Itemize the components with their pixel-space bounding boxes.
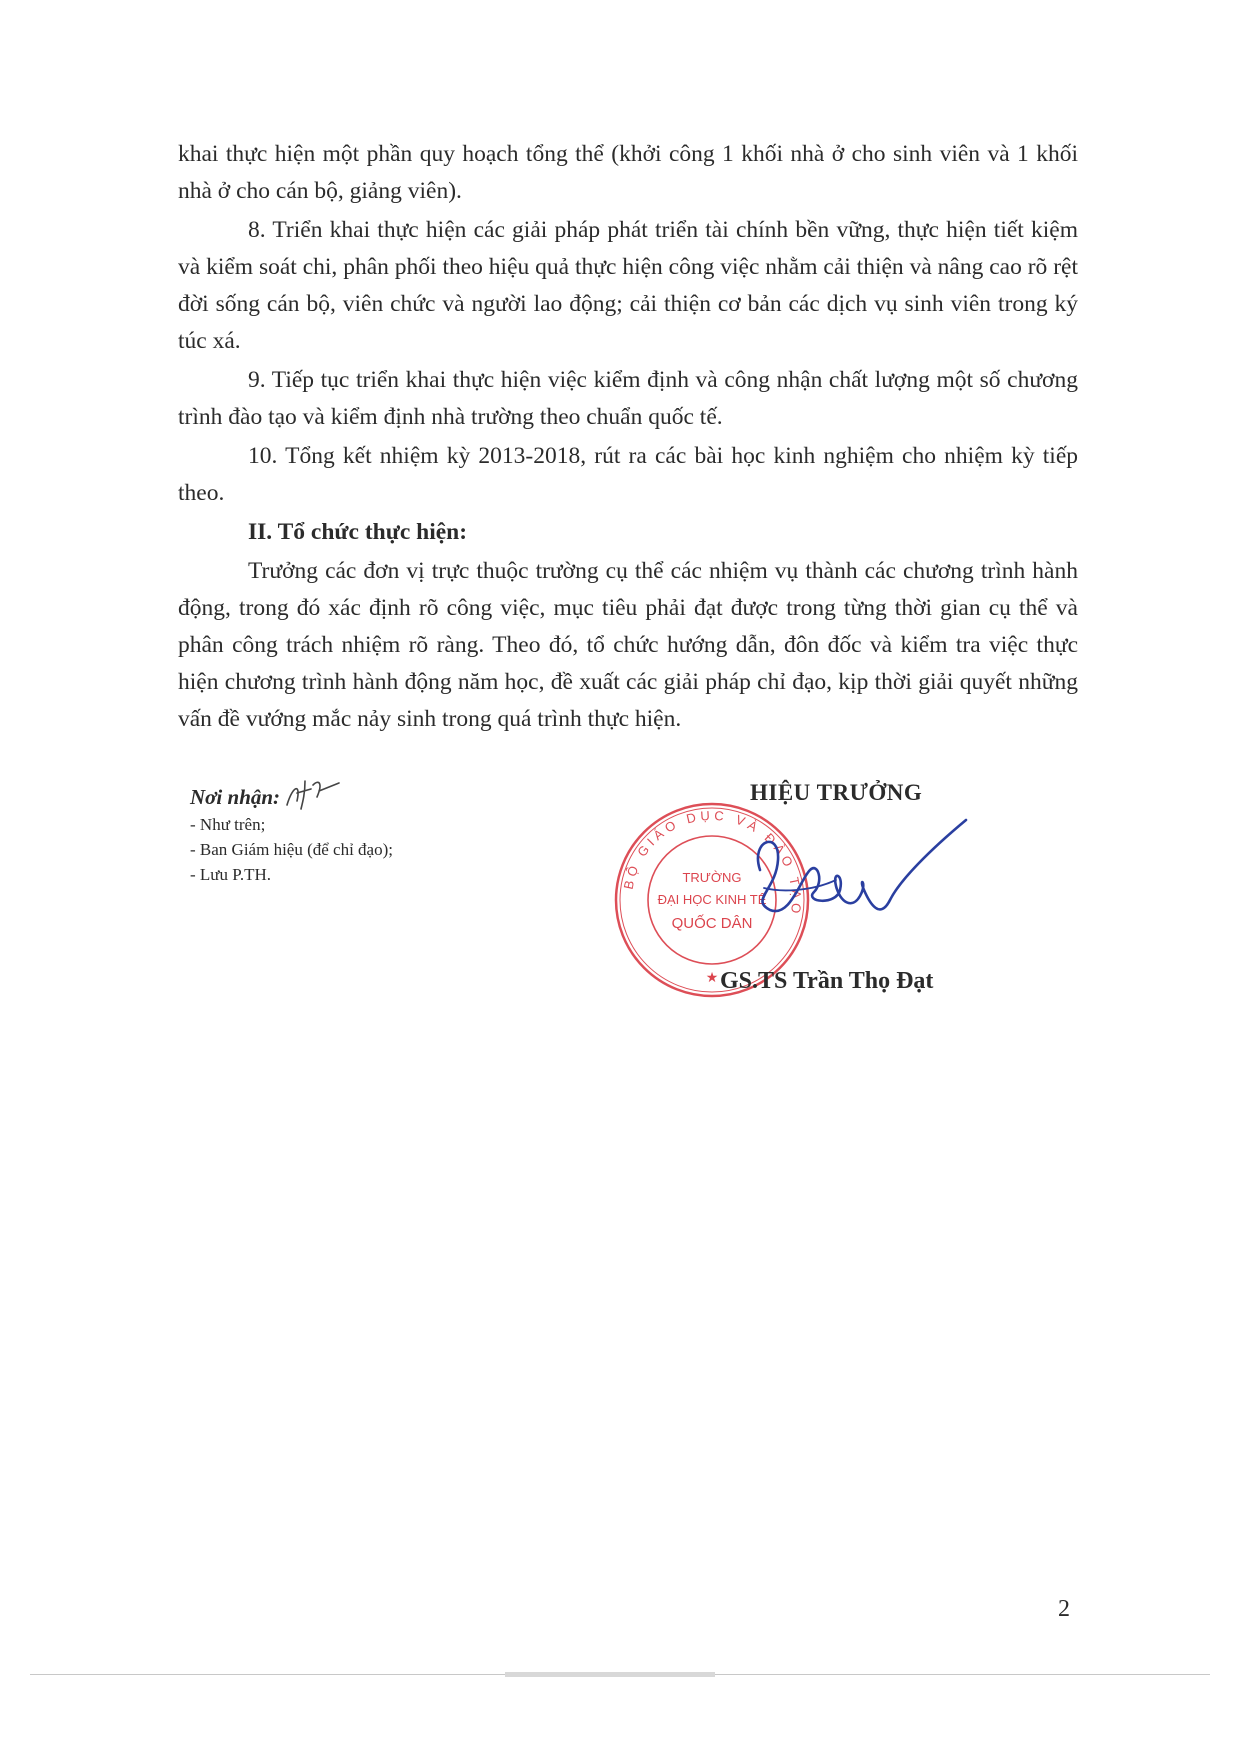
paragraph-item-10: 10. Tổng kết nhiệm kỳ 2013-2018, rút ra các bài học kinh nghiệm cho nhiệm kỳ tiếp theo. — [178, 443, 1078, 506]
recipients-title: Nơi nhận: — [190, 785, 281, 809]
paragraph-continued: khai thực hiện một phần quy hoạch tổng thể (khởi công 1 khối nhà ở cho sinh viên và 1 khối nhà ở cho cán bộ, giảng viên). — [178, 141, 1078, 204]
section-heading: II. Tổ chức thực hiện: — [248, 519, 468, 545]
page-bottom-tab — [505, 1672, 715, 1677]
svg-text:TRƯỜNG: TRƯỜNG — [682, 870, 742, 885]
handwritten-signature-icon — [740, 810, 980, 950]
svg-text:BỘ GIÁO DỤC VÀ ĐÀO TẠO: BỘ GIÁO DỤC VÀ ĐÀO TẠO — [620, 807, 805, 919]
signatory-title: HIỆU TRƯỞNG — [750, 780, 923, 805]
svg-text:ĐẠI HỌC KINH TẾ: ĐẠI HỌC KINH TẾ — [657, 892, 767, 907]
page-number: 2 — [1058, 1596, 1070, 1622]
paragraph-organization: Trưởng các đơn vị trực thuộc trường cụ thể các nhiệm vụ thành các chương trình hành động, trong đó xác định rõ công việc, mục tiêu phải đạt được trong từng thời gian cụ thể và phân công trách nhiệm rõ ràng. Theo đó, tổ chức hướng dẫn, đôn đốc và kiểm tra việc thực hiện chương trình hành động năm học, đề xuất các giải pháp chỉ đạo, kịp thời giải quyết những vấn đề vướng mắc nảy sinh trong quá trình thực hiện. — [178, 558, 1078, 732]
document-body — [178, 136, 1078, 740]
paragraph-item-8: 8. Triển khai thực hiện các giải pháp phát triển tài chính bền vững, thực hiện tiết kiệm và kiểm soát chi, phân phối theo hiệu quả thực hiện công việc nhằm cải thiện và nâng cao rõ rệt đời sống cán bộ, viên chức và người lao động; cải thiện cơ bản các dịch vụ sinh viên trong ký túc xá. — [178, 217, 1078, 354]
recipient-item: - Như trên; — [190, 815, 266, 834]
paragraph-item-9: 9. Tiếp tục triển khai thực hiện việc kiểm định và công nhận chất lượng một số chương trình đào tạo và kiểm định nhà trường theo chuẩn quốc tế. — [178, 367, 1078, 430]
initial-mark-icon — [283, 775, 343, 815]
svg-text:QUỐC DÂN: QUỐC DÂN — [671, 915, 753, 932]
recipient-item: - Ban Giám hiệu (để chỉ đạo); — [190, 840, 393, 859]
svg-text:★: ★ — [705, 969, 719, 985]
recipient-item: - Lưu P.TH. — [190, 865, 271, 884]
signatory-name: GS.TS Trần Thọ Đạt — [720, 968, 934, 994]
